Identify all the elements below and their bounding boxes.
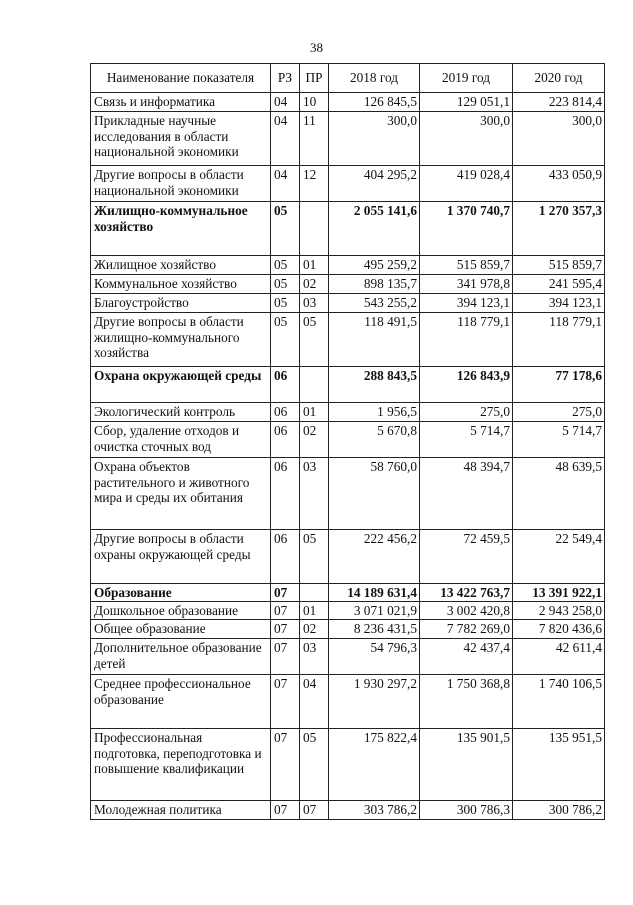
row-2018-value: 14 189 631,4 (329, 584, 420, 602)
row-rz-cell: 05 (271, 294, 300, 313)
row-rz-cell: 07 (271, 639, 300, 675)
row-pr-cell: 02 (300, 620, 329, 639)
row-2020-value: 275,0 (513, 403, 605, 422)
table-row (91, 675, 605, 729)
row-name-cell: Профессиональная подготовка, переподготовка и повышение квалификации (91, 729, 271, 801)
row-pr-cell: 02 (300, 275, 329, 294)
row-pr-cell: 01 (300, 256, 329, 275)
row-2018-value: 54 796,3 (329, 639, 420, 675)
row-rz-cell: 06 (271, 403, 300, 422)
row-pr-cell: 11 (300, 112, 329, 166)
table-row (91, 367, 605, 403)
row-2018-value: 1 956,5 (329, 403, 420, 422)
row-2019-value: 1 370 740,7 (420, 202, 513, 256)
row-2019-value: 72 459,5 (420, 530, 513, 584)
row-name-cell: Молодежная политика (91, 801, 271, 820)
row-2018-value: 288 843,5 (329, 367, 420, 403)
row-2019-value: 126 843,9 (420, 367, 513, 403)
table-row (91, 294, 605, 313)
row-name-cell: Дошкольное образование (91, 602, 271, 620)
row-pr-cell (300, 202, 329, 256)
row-pr-cell: 02 (300, 422, 329, 458)
row-2020-value: 5 714,7 (513, 422, 605, 458)
row-pr-cell: 12 (300, 166, 329, 202)
header-name: Наименование показателя (91, 64, 271, 93)
row-2019-value: 118 779,1 (420, 313, 513, 367)
row-pr-cell: 03 (300, 294, 329, 313)
table-body (91, 93, 605, 820)
row-pr-cell: 07 (300, 801, 329, 820)
header-2018: 2018 год (329, 64, 420, 93)
row-name-cell: Коммунальное хозяйство (91, 275, 271, 294)
row-2020-value: 433 050,9 (513, 166, 605, 202)
row-rz-cell: 04 (271, 93, 300, 112)
row-pr-cell: 01 (300, 602, 329, 620)
row-2020-value: 223 814,4 (513, 93, 605, 112)
row-2018-value: 118 491,5 (329, 313, 420, 367)
row-name-cell: Связь и информатика (91, 93, 271, 112)
table-row (91, 313, 605, 367)
table-row (91, 458, 605, 530)
row-2019-value: 3 002 420,8 (420, 602, 513, 620)
row-2019-value: 394 123,1 (420, 294, 513, 313)
row-pr-cell (300, 367, 329, 403)
row-2018-value: 898 135,7 (329, 275, 420, 294)
row-2018-value: 3 071 021,9 (329, 602, 420, 620)
row-name-cell: Прикладные научные исследования в области национальной экономики (91, 112, 271, 166)
row-rz-cell: 07 (271, 801, 300, 820)
row-2018-value: 5 670,8 (329, 422, 420, 458)
table-row (91, 202, 605, 256)
row-2018-value: 175 822,4 (329, 729, 420, 801)
row-name-cell: Охрана объектов растительного и животного мира и среды их обитания (91, 458, 271, 530)
row-2020-value: 42 611,4 (513, 639, 605, 675)
row-2019-value: 48 394,7 (420, 458, 513, 530)
row-name-cell: Охрана окружающей среды (91, 367, 271, 403)
row-rz-cell: 07 (271, 602, 300, 620)
row-2019-value: 129 051,1 (420, 93, 513, 112)
table-row (91, 112, 605, 166)
table-row (91, 275, 605, 294)
row-2019-value: 1 750 368,8 (420, 675, 513, 729)
row-2020-value: 48 639,5 (513, 458, 605, 530)
row-2018-value: 303 786,2 (329, 801, 420, 820)
row-pr-cell: 03 (300, 639, 329, 675)
row-name-cell: Сбор, удаление отходов и очистка сточных вод (91, 422, 271, 458)
row-pr-cell: 10 (300, 93, 329, 112)
row-2019-value: 7 782 269,0 (420, 620, 513, 639)
table-header-row (91, 64, 605, 93)
row-pr-cell: 05 (300, 313, 329, 367)
row-2019-value: 5 714,7 (420, 422, 513, 458)
table-row (91, 256, 605, 275)
row-rz-cell: 07 (271, 729, 300, 801)
row-2019-value: 300 786,3 (420, 801, 513, 820)
row-rz-cell: 07 (271, 675, 300, 729)
row-2020-value: 77 178,6 (513, 367, 605, 403)
table-row (91, 166, 605, 202)
table-row (91, 801, 605, 820)
table-row (91, 584, 605, 602)
table-row (91, 403, 605, 422)
row-name-cell: Другие вопросы в области национальной экономики (91, 166, 271, 202)
row-pr-cell: 01 (300, 403, 329, 422)
row-2018-value: 126 845,5 (329, 93, 420, 112)
row-2020-value: 118 779,1 (513, 313, 605, 367)
row-2020-value: 13 391 922,1 (513, 584, 605, 602)
row-rz-cell: 05 (271, 256, 300, 275)
table-row (91, 530, 605, 584)
row-2019-value: 42 437,4 (420, 639, 513, 675)
row-2020-value: 22 549,4 (513, 530, 605, 584)
row-2020-value: 2 943 258,0 (513, 602, 605, 620)
row-pr-cell: 04 (300, 675, 329, 729)
row-2019-value: 300,0 (420, 112, 513, 166)
table-row (91, 422, 605, 458)
row-2018-value: 2 055 141,6 (329, 202, 420, 256)
row-2018-value: 1 930 297,2 (329, 675, 420, 729)
header-rz: РЗ (271, 64, 300, 93)
row-name-cell: Среднее профессиональное образование (91, 675, 271, 729)
row-2019-value: 419 028,4 (420, 166, 513, 202)
row-2020-value: 135 951,5 (513, 729, 605, 801)
header-2019: 2019 год (420, 64, 513, 93)
table-row (91, 602, 605, 620)
row-2020-value: 1 740 106,5 (513, 675, 605, 729)
row-pr-cell: 03 (300, 458, 329, 530)
row-rz-cell: 06 (271, 367, 300, 403)
budget-table (90, 63, 605, 820)
row-2019-value: 135 901,5 (420, 729, 513, 801)
page-number: 38 (310, 40, 323, 55)
row-name-cell: Дополнительное образование детей (91, 639, 271, 675)
row-rz-cell: 05 (271, 313, 300, 367)
row-pr-cell: 05 (300, 729, 329, 801)
row-rz-cell: 06 (271, 530, 300, 584)
header-2020: 2020 год (513, 64, 605, 93)
row-rz-cell: 07 (271, 620, 300, 639)
header-pr: ПР (300, 64, 329, 93)
row-2019-value: 275,0 (420, 403, 513, 422)
table-row (91, 729, 605, 801)
row-2019-value: 515 859,7 (420, 256, 513, 275)
row-2020-value: 1 270 357,3 (513, 202, 605, 256)
row-name-cell: Другие вопросы в области жилищно-коммунального хозяйства (91, 313, 271, 367)
row-name-cell: Жилищно-коммунальное хозяйство (91, 202, 271, 256)
row-2020-value: 7 820 436,6 (513, 620, 605, 639)
row-name-cell: Другие вопросы в области охраны окружающей среды (91, 530, 271, 584)
row-2018-value: 58 760,0 (329, 458, 420, 530)
row-pr-cell (300, 584, 329, 602)
row-2019-value: 341 978,8 (420, 275, 513, 294)
row-pr-cell: 05 (300, 530, 329, 584)
row-rz-cell: 04 (271, 112, 300, 166)
table-row (91, 93, 605, 112)
row-2018-value: 222 456,2 (329, 530, 420, 584)
row-rz-cell: 05 (271, 275, 300, 294)
row-2018-value: 300,0 (329, 112, 420, 166)
row-2018-value: 495 259,2 (329, 256, 420, 275)
row-2018-value: 543 255,2 (329, 294, 420, 313)
row-2020-value: 241 595,4 (513, 275, 605, 294)
row-2020-value: 300 786,2 (513, 801, 605, 820)
row-2020-value: 394 123,1 (513, 294, 605, 313)
row-2018-value: 8 236 431,5 (329, 620, 420, 639)
row-rz-cell: 06 (271, 422, 300, 458)
row-rz-cell: 04 (271, 166, 300, 202)
row-2018-value: 404 295,2 (329, 166, 420, 202)
table-row (91, 620, 605, 639)
row-name-cell: Образование (91, 584, 271, 602)
row-name-cell: Экологический контроль (91, 403, 271, 422)
row-name-cell: Общее образование (91, 620, 271, 639)
row-2020-value: 300,0 (513, 112, 605, 166)
row-name-cell: Жилищное хозяйство (91, 256, 271, 275)
row-name-cell: Благоустройство (91, 294, 271, 313)
row-rz-cell: 06 (271, 458, 300, 530)
row-rz-cell: 05 (271, 202, 300, 256)
table-row (91, 639, 605, 675)
row-2020-value: 515 859,7 (513, 256, 605, 275)
row-rz-cell: 07 (271, 584, 300, 602)
row-2019-value: 13 422 763,7 (420, 584, 513, 602)
